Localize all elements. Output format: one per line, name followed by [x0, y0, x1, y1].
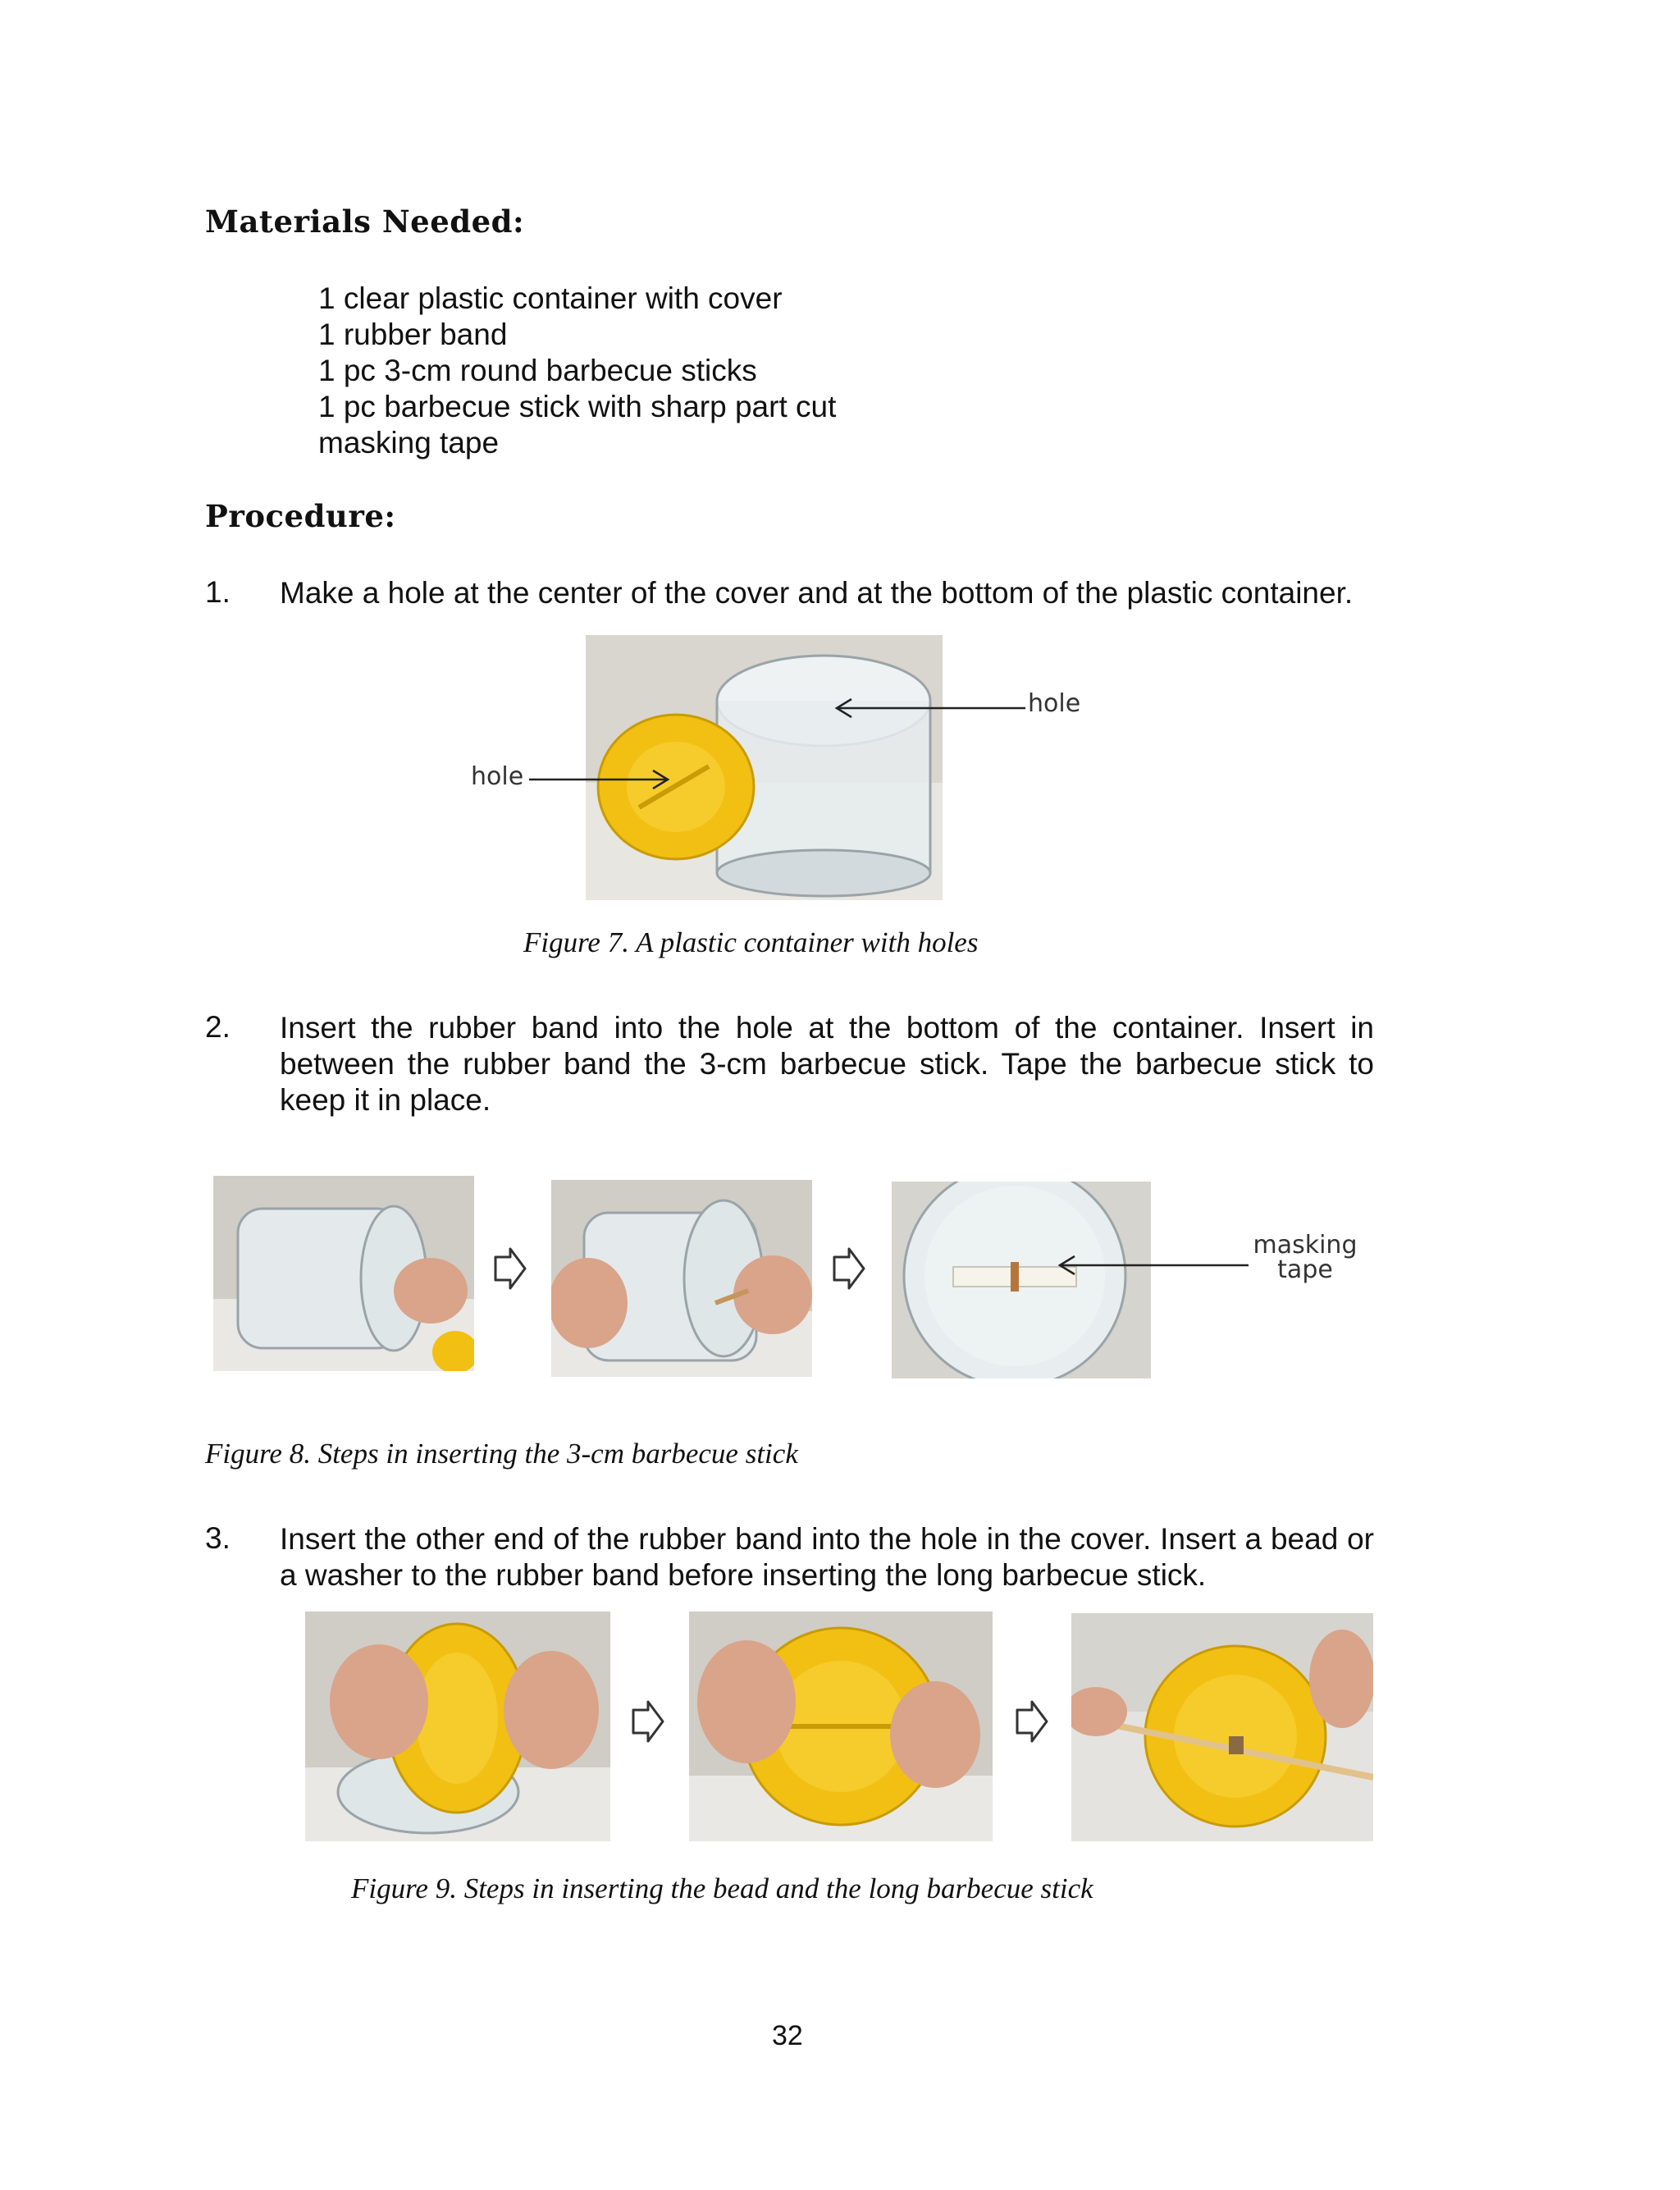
- figure8-caption: Figure 8. Steps in inserting the 3-cm barbecue stick: [205, 1438, 798, 1470]
- masking-tape-label-line2: tape: [1277, 1255, 1333, 1284]
- step-arrow-icon: [831, 1246, 867, 1292]
- step-number: 2.: [205, 1010, 231, 1044]
- hole-label-left: hole: [471, 762, 524, 791]
- materials-heading: Materials Needed:: [205, 203, 525, 240]
- step-arrow-icon: [492, 1246, 528, 1292]
- figure9-photo-1: [305, 1612, 610, 1841]
- step-number: 3.: [205, 1521, 231, 1555]
- pointer-arrow-tape: [1055, 1253, 1252, 1278]
- list-item: 1 pc barbecue stick with sharp part cut: [318, 390, 837, 423]
- masking-tape-label-line1: masking: [1253, 1231, 1358, 1260]
- step-arrow-icon: [630, 1699, 666, 1744]
- pointer-arrow-right: [832, 696, 1029, 720]
- list-item: 1 rubber band: [318, 318, 508, 351]
- step-text: Make a hole at the center of the cover and at the bottom of the plastic container.: [280, 576, 1354, 610]
- figure9-caption: Figure 9. Steps in inserting the bead and the long barbecue stick: [351, 1872, 1093, 1904]
- page-number: 32: [772, 2020, 803, 2051]
- list-item: 1 clear plastic container with cover: [318, 281, 783, 315]
- list-item: masking tape: [318, 426, 500, 459]
- step-arrow-icon: [1014, 1699, 1050, 1744]
- pointer-arrow-left: [525, 767, 673, 792]
- step-text: Insert the rubber band into the hole at the bottom of the container. Insert in between the rubber band the 3-cm barbecue stick. Tape the barbecue stick to keep it in place.: [280, 1011, 1374, 1117]
- figure9-photo-3: [1071, 1613, 1373, 1841]
- figure8-photo-1: [213, 1176, 474, 1371]
- hole-label-right: hole: [1028, 689, 1081, 718]
- figure9-photo-2: [689, 1612, 993, 1841]
- step-text: Insert the other end of the rubber band into the hole in the cover. Insert a bead or a washer to the rubber band before inserting the long barbecue stick.: [280, 1522, 1374, 1592]
- step-number: 1.: [205, 575, 231, 609]
- figure7-caption: Figure 7. A plastic container with holes: [523, 926, 979, 958]
- figure8-photo-2: [551, 1180, 812, 1377]
- procedure-heading: Procedure:: [205, 498, 396, 534]
- figure8-photo-3: [892, 1182, 1151, 1378]
- list-item: 1 pc 3-cm round barbecue sticks: [318, 354, 757, 387]
- materials-list: [318, 281, 836, 461]
- masking-tape-label: [1250, 1233, 1360, 1282]
